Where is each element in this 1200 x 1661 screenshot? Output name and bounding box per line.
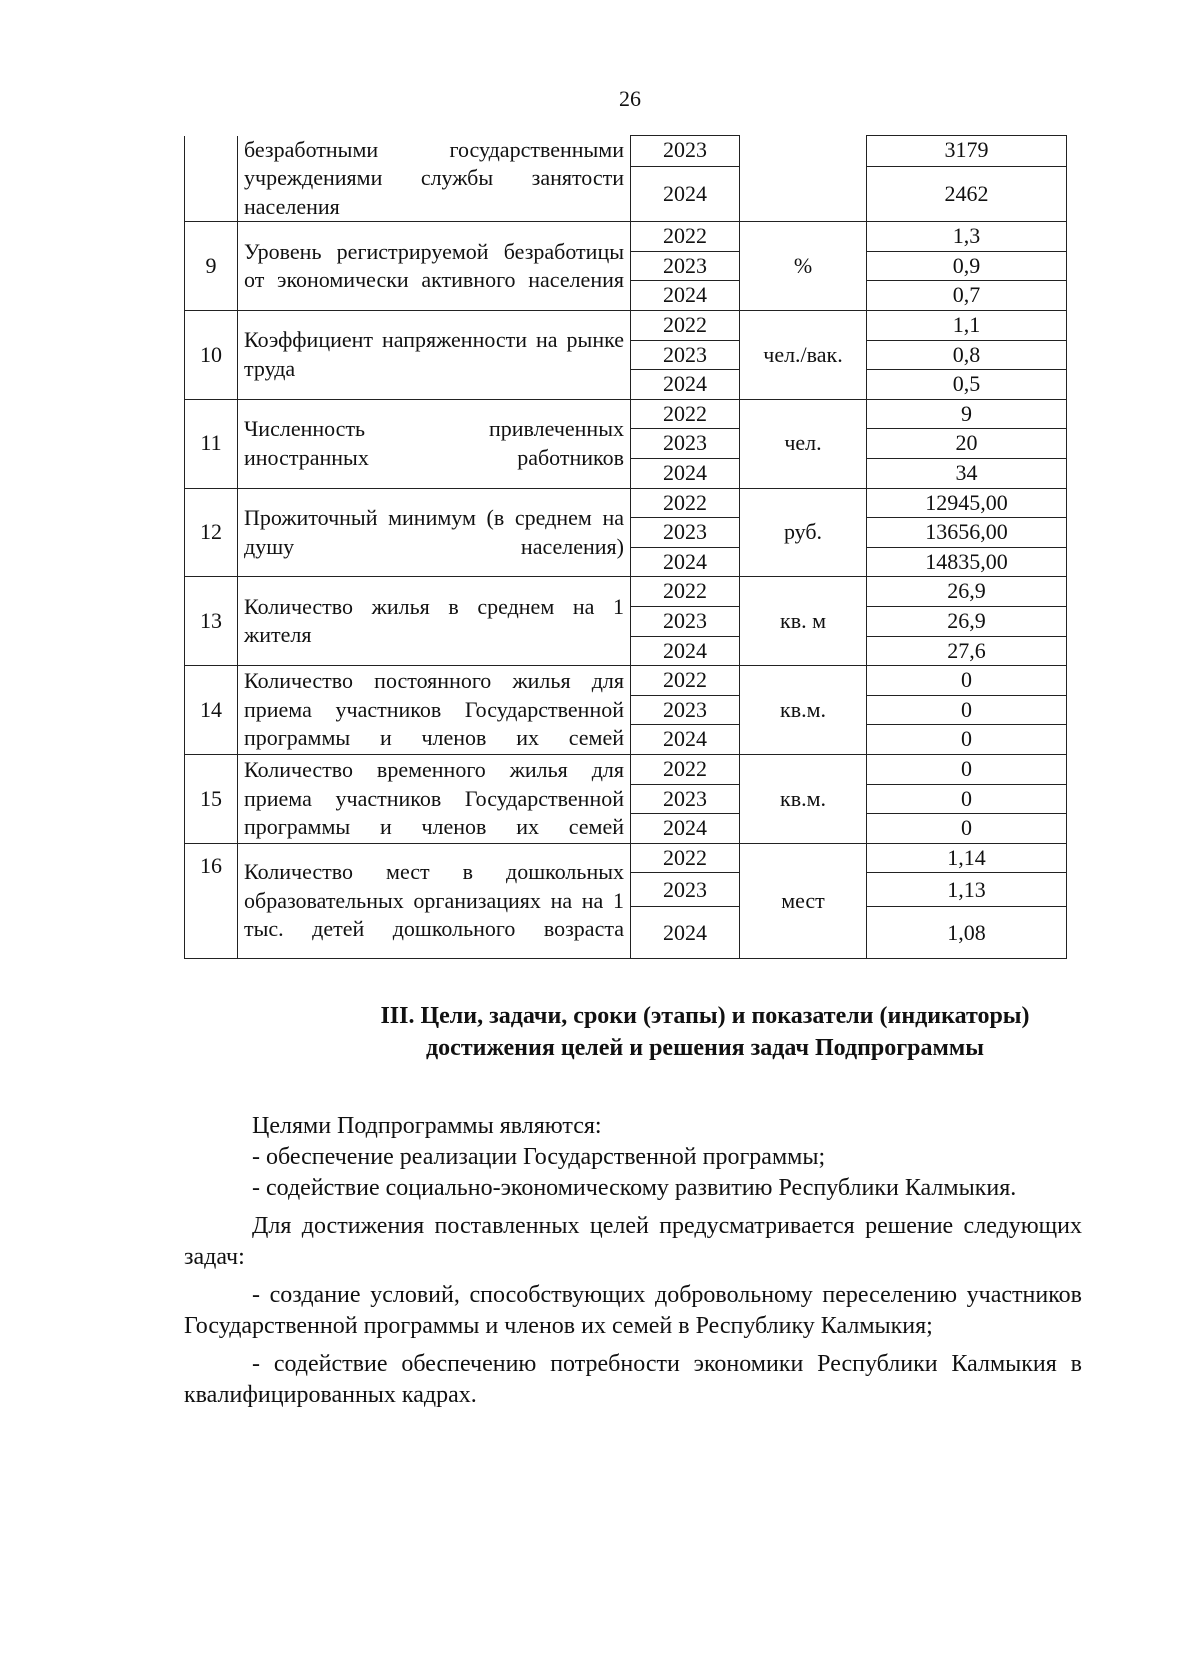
value-cell: 0 bbox=[867, 666, 1067, 696]
year-cell: 2024 bbox=[631, 370, 740, 400]
year-cell: 2022 bbox=[631, 488, 740, 518]
year-cell: 2024 bbox=[631, 636, 740, 666]
unit-cell: кв.м. bbox=[740, 754, 867, 843]
value-cell: 0 bbox=[867, 814, 1067, 844]
value-cell: 26,9 bbox=[867, 577, 1067, 607]
section-title-line: III. Цели, задачи, сроки (этапы) и показатели (индикаторы) bbox=[380, 1003, 1030, 1029]
unit-cell: кв. м bbox=[740, 577, 867, 666]
value-cell: 13656,00 bbox=[867, 518, 1067, 548]
indicator-name: Количество мест в дошкольных образовательных организациях на на 1 тыс. детей дошкольного возраста bbox=[238, 843, 631, 959]
row-number: 14 bbox=[185, 666, 238, 755]
value-cell: 0,9 bbox=[867, 251, 1067, 281]
year-cell: 2022 bbox=[631, 399, 740, 429]
value-cell: 1,1 bbox=[867, 311, 1067, 341]
page-number: 26 bbox=[619, 86, 641, 111]
year-cell: 2023 bbox=[631, 873, 740, 907]
year-cell: 2022 bbox=[631, 222, 740, 252]
value-cell: 0,8 bbox=[867, 340, 1067, 370]
indicator-name: безработными государственными учреждениями службы занятости населения bbox=[238, 136, 631, 222]
table-row bbox=[185, 399, 1067, 429]
year-cell: 2022 bbox=[631, 666, 740, 696]
year-cell: 2023 bbox=[631, 251, 740, 281]
table-row bbox=[185, 577, 1067, 607]
section-title bbox=[300, 1000, 1110, 1064]
paragraph: - обеспечение реализации Государственной программы; bbox=[252, 1144, 826, 1170]
value-cell: 1,14 bbox=[867, 843, 1067, 873]
year-cell: 2024 bbox=[631, 907, 740, 959]
year-cell: 2022 bbox=[631, 311, 740, 341]
unit-cell: % bbox=[740, 222, 867, 311]
value-cell: 0 bbox=[867, 754, 1067, 784]
year-cell: 2022 bbox=[631, 577, 740, 607]
value-cell: 1,08 bbox=[867, 907, 1067, 959]
unit-cell: мест bbox=[740, 843, 867, 959]
indicator-name: Количество жилья в среднем на 1 жителя bbox=[238, 577, 631, 666]
year-cell: 2023 bbox=[631, 518, 740, 548]
year-cell: 2023 bbox=[631, 429, 740, 459]
value-cell: 0 bbox=[867, 695, 1067, 725]
row-number: 11 bbox=[185, 399, 238, 488]
indicator-name: Численность привлеченных иностранных работников bbox=[238, 399, 631, 488]
value-cell: 3179 bbox=[867, 136, 1067, 167]
indicator-name: Количество постоянного жилья для приема участников Государственной программы и членов их семей bbox=[238, 666, 631, 755]
row-number: 15 bbox=[185, 754, 238, 843]
paragraph: - создание условий, способствующих добровольному переселению участников Государственной программы и членов их семей в Республику Калмыкия; bbox=[184, 1282, 1082, 1339]
year-cell: 2024 bbox=[631, 459, 740, 489]
paragraph: - содействие обеспечению потребности экономики Республики Калмыкия в квалифицированных кадрах. bbox=[184, 1351, 1082, 1408]
table-row bbox=[185, 666, 1067, 696]
value-cell: 2462 bbox=[867, 166, 1067, 222]
value-cell: 0,7 bbox=[867, 281, 1067, 311]
table-row bbox=[185, 222, 1067, 252]
year-cell: 2023 bbox=[631, 340, 740, 370]
paragraph: Целями Подпрограммы являются: bbox=[252, 1113, 602, 1139]
year-cell: 2023 bbox=[631, 695, 740, 725]
indicator-name: Прожиточный минимум (в среднем на душу населения) bbox=[238, 488, 631, 577]
value-cell: 0,5 bbox=[867, 370, 1067, 400]
value-cell: 0 bbox=[867, 725, 1067, 755]
year-cell: 2023 bbox=[631, 607, 740, 637]
table-row bbox=[185, 754, 1067, 784]
value-cell: 14835,00 bbox=[867, 547, 1067, 577]
row-number: 9 bbox=[185, 222, 238, 311]
value-cell: 27,6 bbox=[867, 636, 1067, 666]
unit-cell: руб. bbox=[740, 488, 867, 577]
year-cell: 2023 bbox=[631, 784, 740, 814]
row-number: 13 bbox=[185, 577, 238, 666]
row-number: 12 bbox=[185, 488, 238, 577]
section-title-line: достижения целей и решения задач Подпрограммы bbox=[426, 1035, 984, 1061]
year-cell: 2024 bbox=[631, 814, 740, 844]
value-cell: 1,13 bbox=[867, 873, 1067, 907]
value-cell: 34 bbox=[867, 459, 1067, 489]
unit-cell: кв.м. bbox=[740, 666, 867, 755]
row-number: 16 bbox=[185, 843, 238, 959]
table-row bbox=[185, 488, 1067, 518]
row-number: 10 bbox=[185, 311, 238, 400]
year-cell: 2022 bbox=[631, 754, 740, 784]
value-cell: 9 bbox=[867, 399, 1067, 429]
year-cell: 2024 bbox=[631, 166, 740, 222]
value-cell: 1,3 bbox=[867, 222, 1067, 252]
year-cell: 2023 bbox=[631, 136, 740, 167]
unit-cell bbox=[740, 136, 867, 222]
value-cell: 12945,00 bbox=[867, 488, 1067, 518]
unit-cell: чел./вак. bbox=[740, 311, 867, 400]
value-cell: 0 bbox=[867, 784, 1067, 814]
value-cell: 20 bbox=[867, 429, 1067, 459]
year-cell: 2024 bbox=[631, 281, 740, 311]
value-cell: 26,9 bbox=[867, 607, 1067, 637]
paragraph: - содействие социально-экономическому развитию Республики Калмыкия. bbox=[252, 1175, 1017, 1201]
table-row bbox=[185, 311, 1067, 341]
paragraph: Для достижения поставленных целей предусматривается решение следующих задач: bbox=[184, 1213, 1082, 1270]
indicator-name: Коэффициент напряженности на рынке труда bbox=[238, 311, 631, 400]
indicators-table bbox=[184, 135, 1067, 959]
unit-cell: чел. bbox=[740, 399, 867, 488]
indicator-name: Количество временного жилья для приема участников Государственной программы и членов их семей bbox=[238, 754, 631, 843]
year-cell: 2022 bbox=[631, 843, 740, 873]
year-cell: 2024 bbox=[631, 725, 740, 755]
body-text bbox=[184, 1111, 1082, 1411]
table-row bbox=[185, 843, 1067, 873]
year-cell: 2024 bbox=[631, 547, 740, 577]
indicator-name: Уровень регистрируемой безработицы от экономически активного населения bbox=[238, 222, 631, 311]
table-row bbox=[185, 136, 1067, 167]
